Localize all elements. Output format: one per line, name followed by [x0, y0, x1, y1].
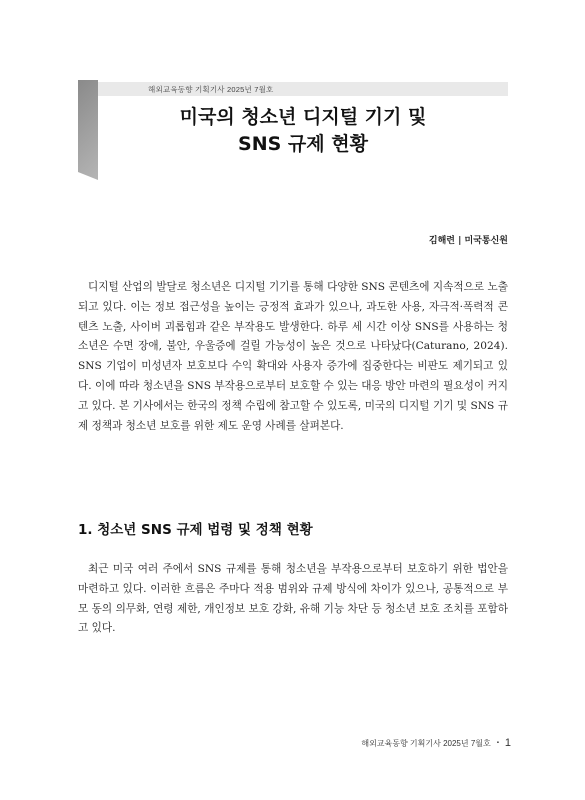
footer-label: 해외교육동향 기획기사 2025년 7월호: [361, 738, 491, 748]
title-line-2: SNS 규제 현황: [238, 133, 368, 155]
page-footer: [361, 737, 511, 749]
intro-paragraph: 디지털 산업의 발달로 청소년은 디지털 기기를 통해 다양한 SNS 콘텐츠에 지속적으로 노출되고 있다. 이는 정보 접근성을 높이는 긍정적 효과가 있으나, 과도한 사용, 자극적·폭력적 콘텐츠 노출, 사이버 괴롭힘과 같은 부작용도 발생한다. 하루 세 시간 이상 SNS를 사용하는 청소년은 수면 장애, 불안, 우울증에 걸릴 가능성이 높은 것으로 나타났다(Caturano, 2024). SNS 기업이 미성년자 보호보다 수익 확대와 사용자 증가에 집중한다는 비판도 제기되고 있다. 이에 따라 청소년을 SNS 부작용으로부터 보호할 수 있는 대응 방안 마련의 필요성이 커지고 있다. 본 기사에서는 한국의 정책 수립에 참고할 수 있도록, 미국의 디지털 기기 및 SNS 규제 정책과 청소년 보호를 위한 제도 운영 사례를 살펴본다.: [78, 281, 508, 432]
section-paragraph: 최근 미국 여러 주에서 SNS 규제를 통해 청소년을 부작용으로부터 보호하기 위한 법안을 마련하고 있다. 이러한 흐름은 주마다 적용 범위와 규제 방식에 차이가 있으나, 공통적으로 부모 동의 의무화, 연령 제한, 개인정보 보호 강화, 유해 기능 차단 등 청소년 보호 조치를 포함하고 있다.: [78, 563, 508, 635]
header-decoration-tab: [78, 80, 98, 180]
author-byline: 김해련 | 미국통신원: [428, 236, 508, 246]
title-line-1: 미국의 청소년 디지털 기기 및: [179, 106, 427, 128]
page-number: 1: [504, 737, 511, 749]
section-heading: 1. 청소년 SNS 규제 법령 및 정책 현황: [78, 522, 313, 538]
page-title: [98, 104, 508, 158]
footer-bullet: ▪: [496, 740, 499, 746]
issue-label: 해외교육동향 기획기사 2025년 7월호: [148, 85, 274, 94]
